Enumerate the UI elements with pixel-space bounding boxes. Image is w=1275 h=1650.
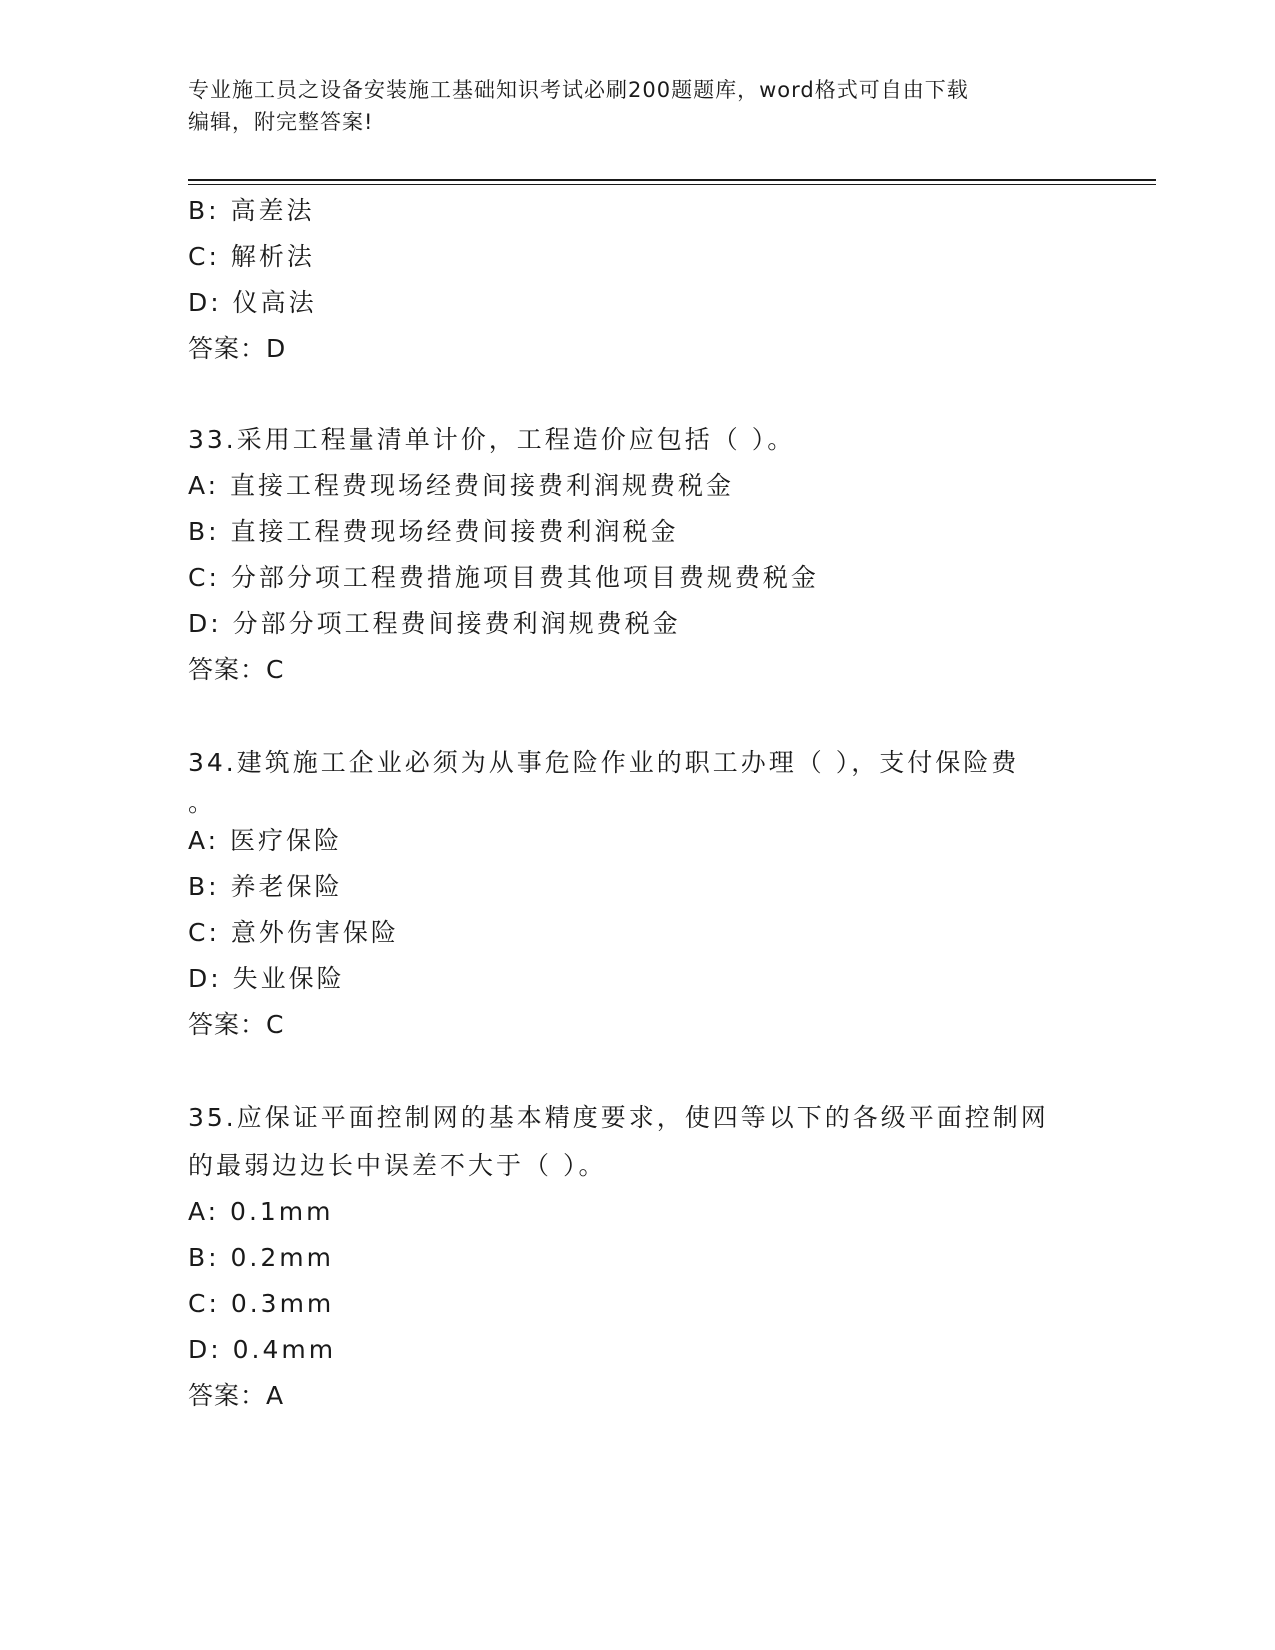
option-c: C: 0.3mm bbox=[188, 1289, 335, 1318]
question-33 bbox=[188, 417, 1088, 693]
document-header bbox=[188, 74, 1088, 138]
option-b: B: 高差法 bbox=[188, 196, 315, 225]
question-35 bbox=[188, 1093, 1088, 1419]
header-rule-thick bbox=[188, 179, 1156, 181]
header-title-line-1: 专业施工员之设备安装施工基础知识考试必刷200题题库，word格式可自由下载 bbox=[188, 78, 969, 102]
spacer bbox=[188, 693, 1088, 738]
option-a: A: 直接工程费现场经费间接费利润规费税金 bbox=[188, 471, 735, 500]
question-text: 33.采用工程量清单计价，工程造价应包括（ ）。 bbox=[188, 425, 796, 454]
spacer bbox=[188, 1048, 1088, 1093]
question-text-line-2: 。 bbox=[188, 788, 217, 817]
option-b: B: 0.2mm bbox=[188, 1243, 334, 1272]
header-rule-thin bbox=[188, 184, 1156, 185]
question-text-line-1: 34.建筑施工企业必须为从事危险作业的职工办理（ ），支付保险费 bbox=[188, 748, 1020, 777]
answer-label: 答案：A bbox=[188, 1381, 285, 1410]
question-text-line-2: 的最弱边边长中误差不大于（ ）。 bbox=[188, 1151, 607, 1180]
option-b: B: 直接工程费现场经费间接费利润税金 bbox=[188, 517, 679, 546]
header-title-line-2: 编辑，附完整答案! bbox=[188, 110, 374, 134]
option-d: D: 失业保险 bbox=[188, 964, 345, 993]
option-c: C: 意外伤害保险 bbox=[188, 918, 399, 947]
option-b: B: 养老保险 bbox=[188, 872, 343, 901]
option-d: D: 0.4mm bbox=[188, 1335, 337, 1364]
spacer bbox=[188, 372, 1088, 417]
option-c: C: 分部分项工程费措施项目费其他项目费规费税金 bbox=[188, 563, 819, 592]
option-d: D: 仪高法 bbox=[188, 288, 317, 317]
option-c: C: 解析法 bbox=[188, 242, 315, 271]
question-34 bbox=[188, 738, 1088, 1048]
document-body bbox=[188, 188, 1088, 1419]
option-a: A: 0.1mm bbox=[188, 1197, 334, 1226]
question-text-line-1: 35.应保证平面控制网的基本精度要求，使四等以下的各级平面控制网 bbox=[188, 1103, 1049, 1132]
answer-label: 答案：C bbox=[188, 655, 285, 684]
option-d: D: 分部分项工程费间接费利润规费税金 bbox=[188, 609, 681, 638]
answer-label: 答案：D bbox=[188, 334, 287, 363]
answer-label: 答案：C bbox=[188, 1010, 285, 1039]
question-32-tail bbox=[188, 188, 1088, 372]
option-a: A: 医疗保险 bbox=[188, 826, 343, 855]
